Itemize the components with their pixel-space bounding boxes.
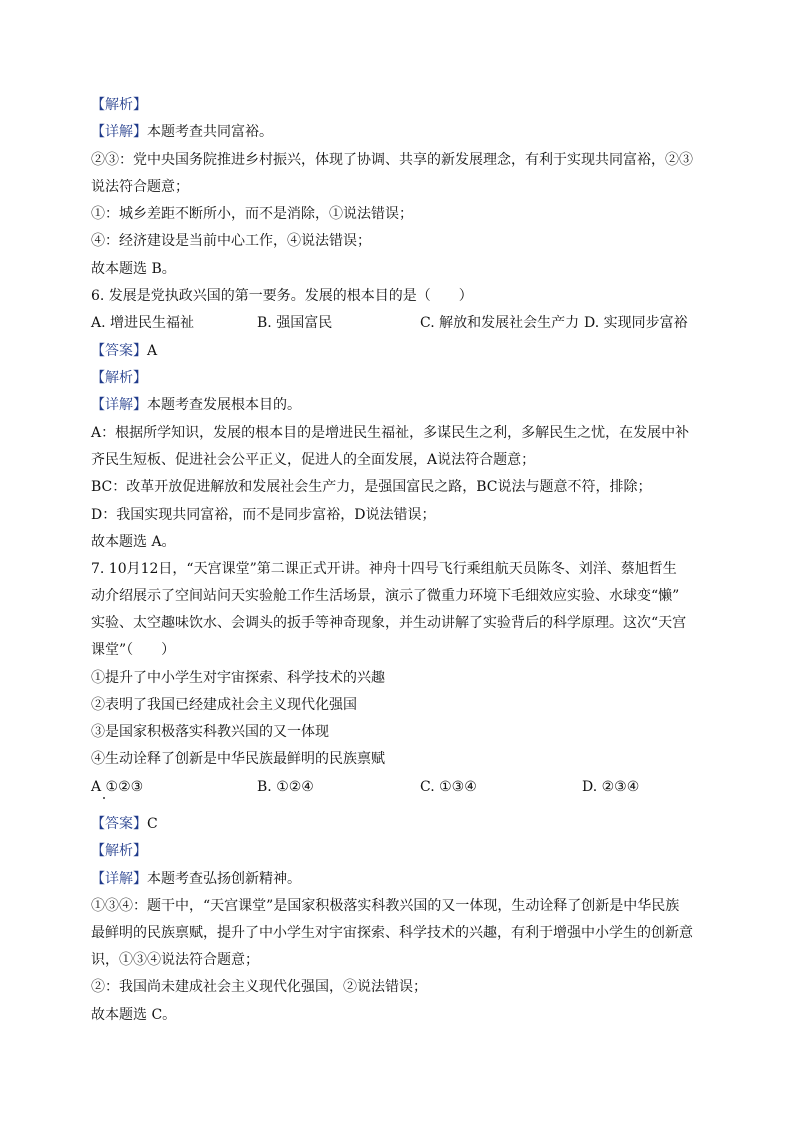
detail-line: [91, 870, 301, 888]
q6-option-b: B. 强国富民: [257, 315, 333, 331]
answer-line: [91, 342, 157, 360]
explanation-line: 最鲜明的民族禀赋，提升了中小学生对宇宙探索、科学技术的兴趣，有利于增强中小学生的创新意: [91, 925, 693, 941]
explanation-line: D：我国实现共同富裕，而不是同步富裕，D说法错误；: [91, 507, 436, 523]
stray-dot: [103, 797, 105, 799]
detail-line: [91, 123, 273, 141]
statement-1: ①提升了中小学生对宇宙探索、科学技术的兴趣: [91, 670, 385, 686]
analysis-heading: [91, 96, 147, 114]
q7-option-a: A ①②③: [91, 779, 144, 795]
detail-text: 本题考查弘扬创新精神。: [147, 871, 301, 887]
detail-tag: 【详解】: [91, 871, 147, 887]
answer-tag: 【答案】: [91, 816, 147, 832]
question-6-stem: 6. 发展是党执政兴国的第一要务。发展的根本目的是（ ）: [91, 288, 473, 304]
statement-2: ②表明了我国已经建成社会主义现代化强国: [91, 697, 357, 713]
explanation-line: 齐民生短板、促进社会公平正义，促进人的全面发展，A说法符合题意；: [91, 452, 536, 468]
explanation-line: 识，①③④说法符合题意；: [91, 952, 259, 968]
q7-option-b: B. ①②④: [257, 779, 314, 795]
detail-tag: 【详解】: [91, 124, 147, 140]
answer-value: C: [147, 816, 158, 832]
q7-option-d: D. ②③④: [582, 779, 640, 795]
analysis-tag: 【解析】: [91, 370, 147, 386]
analysis-tag: 【解析】: [91, 97, 147, 113]
q6-option-a: A. 增进民生福祉: [91, 315, 195, 331]
answer-tag: 【答案】: [91, 343, 147, 359]
detail-line: [91, 396, 301, 414]
analysis-heading: [91, 842, 147, 860]
detail-tag: 【详解】: [91, 397, 147, 413]
detail-text: 本题考查共同富裕。: [147, 124, 273, 140]
conclusion-line: 故本题选 B。: [91, 261, 176, 277]
explanation-line: ④：经济建设是当前中心工作，④说法错误；: [91, 233, 371, 249]
answer-line: [91, 815, 158, 833]
detail-text: 本题考查发展根本目的。: [147, 397, 301, 413]
explanation-line: 说法符合题意；: [91, 179, 189, 195]
conclusion-line: 故本题选 C。: [91, 1007, 177, 1023]
conclusion-line: 故本题选 A。: [91, 534, 176, 550]
question-7-stem: 7. 10月12日，“天宫课堂”第二课正式开讲。神舟十四号飞行乘组航天员陈冬、刘洋、蔡旭哲生: [91, 561, 677, 577]
question-7-stem: 实验、太空趣味饮水、会调头的扳手等神奇现象，并生动讲解了实验背后的科学原理。这次“天宫: [91, 615, 687, 631]
explanation-line: ①③④：题干中，“天宫课堂”是国家积极落实科教兴国的又一体现，生动诠释了创新是中华民族: [91, 898, 680, 914]
question-7-stem: 动介绍展示了空间站问天实验舱工作生活场景，演示了微重力环境下毛细效应实验、水球变“懒”: [91, 588, 680, 604]
question-7-stem: 课堂”（ ）: [91, 642, 176, 658]
q7-option-c: C. ①③④: [420, 779, 477, 795]
explanation-line: A：根据所学知识，发展的根本目的是增进民生福祉，多谋民生之利，多解民生之忧，在发展中补: [91, 425, 690, 441]
statement-3: ③是国家积极落实科教兴国的又一体现: [91, 724, 329, 740]
analysis-tag: 【解析】: [91, 843, 147, 859]
explanation-line: ②：我国尚未建成社会主义现代化强国，②说法错误；: [91, 979, 427, 995]
q6-option-d: D. 实现同步富裕: [584, 315, 688, 331]
explanation-line: BC：改革开放促进解放和发展社会生产力，是强国富民之路，BC说法与题意不符，排除；: [91, 479, 652, 495]
analysis-heading: [91, 369, 147, 387]
answer-value: A: [147, 343, 158, 359]
statement-4: ④生动诠释了创新是中华民族最鲜明的民族禀赋: [91, 751, 385, 767]
explanation-line: ②③：党中央国务院推进乡村振兴，体现了协调、共享的新发展理念，有利于实现共同富裕，②③: [91, 152, 693, 168]
explanation-line: ①：城乡差距不断所小，而不是消除，①说法错误；: [91, 206, 413, 222]
q6-option-c: C. 解放和发展社会生产力: [420, 315, 580, 331]
